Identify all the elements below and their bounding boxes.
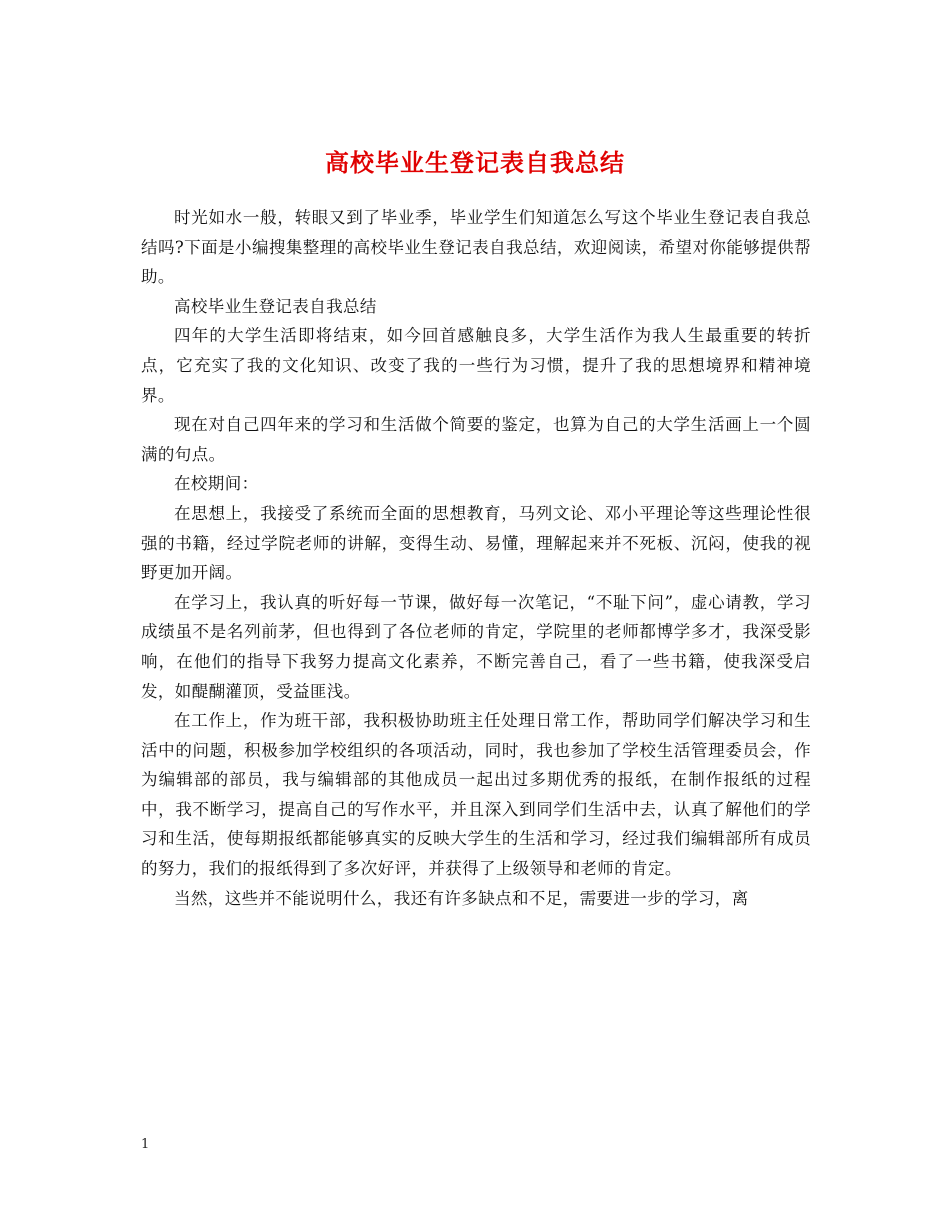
page-title: 高校毕业生登记表自我总结: [325, 148, 625, 178]
paragraph-work: 在工作上，作为班干部，我积极协助班主任处理日常工作，帮助同学们解决学习和生活中的问题，积极参加学校组织的各项活动，同时，我也参加了学校生活管理委员会，作为编辑部的部员，我与编辑部的其他成员一起出过多期优秀的报纸，在制作报纸的过程中，我不断学习，提高自己的写作水平，并且深入到同学们生活中去，认真了解他们的学习和生活，使每期报纸都能够真实的反映大学生的生活和学习，经过我们编辑部所有成员的努力，我们的报纸得到了多次好评，并获得了上级领导和老师的肯定。: [141, 711, 811, 879]
paragraph-self-assessment: 现在对自己四年来的学习和生活做个简要的鉴定，也算为自己的大学生活画上一个圆满的句点。: [141, 415, 811, 464]
paragraph-during-school: 在校期间：: [174, 474, 259, 494]
page-number: 1: [141, 1137, 150, 1152]
paragraph-study: 在学习上，我认真的听好每一节课，做好每一次笔记，“不耻下问”，虚心请教，学习成绩虽不是名列前茅，但也得到了各位老师的肯定，学院里的老师都博学多才，我深受影响，在他们的指导下我努力提高文化素养，不断完善自己，看了一些书籍，使我深受启发，如醍醐灌顶，受益匪浅。: [141, 592, 811, 701]
paragraph-thought: 在思想上，我接受了系统而全面的思想教育，马列文论、邓小平理论等这些理论性很强的书籍，经过学院老师的讲解，变得生动、易懂，理解起来并不死板、沉闷，使我的视野更加开阔。: [141, 503, 811, 583]
document-body: [141, 203, 811, 913]
paragraph-subtitle: 高校毕业生登记表自我总结: [174, 296, 377, 316]
paragraph-university-life: 四年的大学生活即将结束，如今回首感触良多，大学生活作为我人生最重要的转折点，它充实了我的文化知识、改变了我的一些行为习惯，提升了我的思想境界和精神境界。: [141, 326, 811, 405]
paragraph-shortcomings: 当然，这些并不能说明什么，我还有许多缺点和不足，需要进一步的学习，离: [174, 888, 749, 908]
paragraph-intro: 时光如水一般，转眼又到了毕业季，毕业学生们知道怎么写这个毕业生登记表自我总结吗?下面是小编搜集整理的高校毕业生登记表自我总结，欢迎阅读，希望对你能够提供帮助。: [141, 208, 811, 287]
